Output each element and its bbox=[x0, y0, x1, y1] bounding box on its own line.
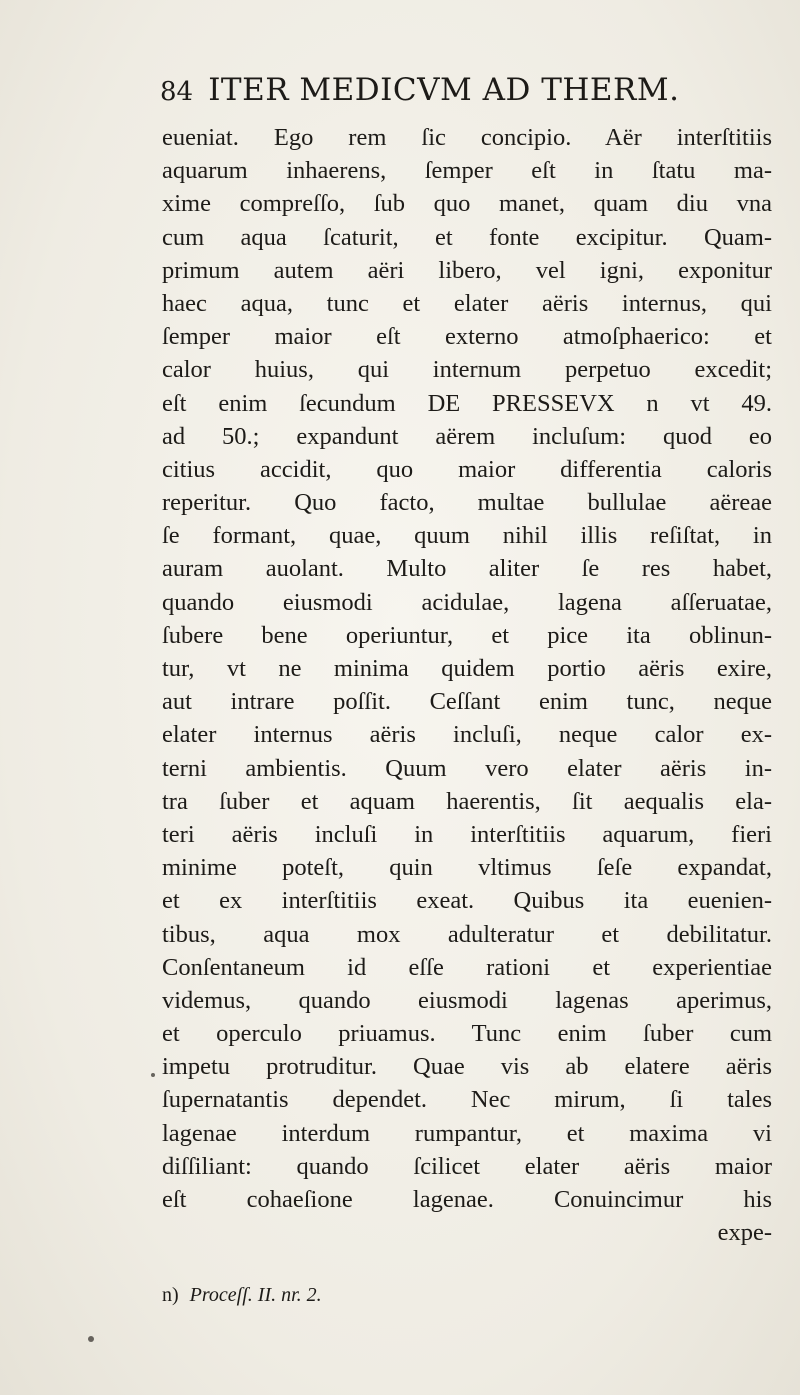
text-line: terni ambientis. Quum vero elater aëris in- bbox=[162, 754, 772, 782]
text-line: et ex interſtitiis exeat. Quibus ita euenien- bbox=[162, 887, 772, 915]
text-line: diſſiliant: quando ſcilicet elater aëris maior bbox=[162, 1152, 772, 1180]
text-line: quando eiusmodi acidulae, lagena aſſeruatae, bbox=[162, 588, 772, 616]
text-line: cum aqua ſcaturit, et fonte excipitur. Quam- bbox=[162, 223, 772, 251]
footnote bbox=[162, 1284, 322, 1307]
body-text bbox=[162, 121, 772, 1249]
text-line: primum autem aëri libero, vel igni, exponitur bbox=[162, 256, 772, 284]
text-line: eſt cohaeſione lagenae. Conuincimur his bbox=[162, 1186, 772, 1213]
text-line: ſubere bene operiuntur, et pice ita oblinun- bbox=[162, 621, 772, 649]
text-line: ſemper maior eſt externo atmoſphaerico: et bbox=[162, 323, 772, 351]
text-line: videmus, quando eiusmodi lagenas aperimus, bbox=[162, 986, 772, 1014]
text-line: eſt enim ſecundum DE PRESSEVX n vt 49. bbox=[162, 389, 772, 417]
text-line: reperitur. Quo facto, multae bullulae aëreae bbox=[162, 489, 772, 517]
text-line: minime poteſt, quin vltimus ſeſe expandat, bbox=[162, 854, 772, 882]
text-line: aut intrare poſſit. Ceſſant enim tunc, neque bbox=[162, 688, 772, 716]
text-line: tibus, aqua mox adulteratur et debilitatur. bbox=[162, 920, 772, 948]
text-line: Conſentaneum id eſſe rationi et experientiae bbox=[162, 953, 772, 981]
text-line: haec aqua, tunc et elater aëris internus, qui bbox=[162, 289, 772, 317]
text-line: et operculo priuamus. Tunc enim ſuber cum bbox=[162, 1020, 772, 1048]
text-line: teri aëris incluſi in interſtitiis aquarum, fieri bbox=[162, 820, 772, 848]
text-line: eueniat. Ego rem ſic concipio. Aër interſtitiis bbox=[162, 124, 772, 151]
text-line: xime compreſſo, ſub quo manet, quam diu vna bbox=[162, 190, 772, 218]
text-line: ad 50.; expandunt aërem incluſum: quod eo bbox=[162, 422, 772, 450]
ink-speck bbox=[88, 1336, 94, 1342]
footnote-text: Proceſſ. II. nr. 2. bbox=[189, 1284, 322, 1306]
text-line: elater internus aëris incluſi, neque calor ex- bbox=[162, 721, 772, 749]
text-line: tra ſuber et aquam haerentis, ſit aequalis ela- bbox=[162, 787, 772, 815]
text-line: lagenae interdum rumpantur, et maxima vi bbox=[162, 1119, 772, 1147]
footnote-mark: n) bbox=[162, 1284, 179, 1306]
text-line: ſupernatantis dependet. Nec mirum, ſi tales bbox=[162, 1086, 772, 1114]
text-line: impetu protruditur. Quae vis ab elatere aëris bbox=[162, 1053, 772, 1081]
page-number: 84 bbox=[160, 77, 194, 107]
ink-speck bbox=[151, 1073, 155, 1077]
text-line: aquarum inhaerens, ſemper eſt in ſtatu ma- bbox=[162, 157, 772, 185]
text-line: tur, vt ne minima quidem portio aëris exire, bbox=[162, 655, 772, 682]
running-head: ITER MEDICVM AD THERM. bbox=[208, 72, 680, 108]
text-line: auram auolant. Multo aliter ſe res habet, bbox=[162, 555, 772, 583]
text-line: citius accidit, quo maior differentia caloris bbox=[162, 455, 772, 483]
text-line: calor huius, qui internum perpetuo excedit; bbox=[162, 356, 772, 384]
text-line: expe- bbox=[717, 1219, 772, 1247]
text-line: ſe formant, quae, quum nihil illis reſiſtat, in bbox=[162, 522, 772, 550]
page-header bbox=[160, 72, 760, 112]
